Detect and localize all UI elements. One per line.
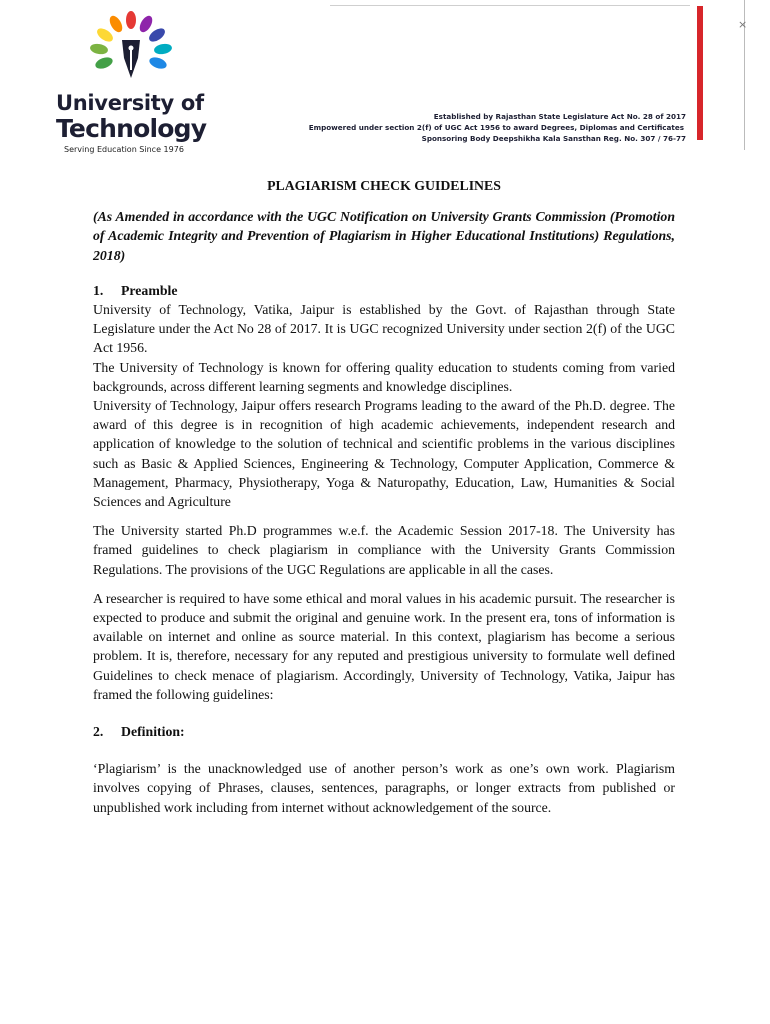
section-title: Preamble <box>121 282 178 298</box>
scan-mark-icon: × <box>738 18 748 31</box>
brand-name-line2: Technology <box>56 114 207 143</box>
university-logo <box>56 10 216 154</box>
section-number: 2. <box>93 724 104 740</box>
accent-bar <box>697 6 703 140</box>
brand-tagline: Serving Education Since 1976 <box>64 145 184 154</box>
section-heading-definition <box>93 722 675 741</box>
paragraph: University of Technology, Jaipur offers research Programs leading to the award of the Ph.D. degree. The award of this degree is in recognition of high academic achievements, independent research and application of knowledge to the solution of technical and scientific problems in the various disciplines such as Basic & Applied Sciences, Engineering & Technology, Computer Application, Commerce & Management, Pharmacy, Physiotherapy, Yoga & Naturopathy, Education, Law, Humanities & Social Sciences and Agriculture <box>93 398 675 510</box>
section-title: Definition: <box>121 724 185 740</box>
amendment-note: (As Amended in accordance with the UGC Notification on University Grants Commission (Promotion of Academic Integrity and Prevention of Plagiarism in Higher Educational Institutions) Regulations, 2018) <box>93 209 675 263</box>
pen-nib-tree-icon <box>86 10 176 90</box>
paragraph: A researcher is required to have some ethical and moral values in his academic pursuit. The researcher is expected to produce and submit the original and genuine work. In the present era, tons of information is available on internet and online as source material. In this context, plagiarism has become a serious problem. It is, therefore, necessary for any reputed and prestigious university to formulate well defined Guidelines to check menace of plagiarism. Accordingly, University of Technology, Vatika, Jaipur has framed the following guidelines: <box>93 590 675 702</box>
section-number: 1. <box>93 282 104 298</box>
brand-name-line1: University of <box>56 91 204 115</box>
empowered-line: Empowered under section 2(f) of UGC Act 1956 to award Degrees, Diplomas and Certificates <box>308 123 684 132</box>
document-title: PLAGIARISM CHECK GUIDELINES <box>267 178 501 193</box>
established-line: Established by Rajasthan State Legislature Act No. 28 of 2017 <box>433 112 686 121</box>
paragraph: The University of Technology is known for offering quality education to students coming from varied backgrounds, across different learning segments and knowledge disciplines. <box>93 359 675 394</box>
section-heading-preamble <box>93 281 675 300</box>
letterhead <box>0 0 770 160</box>
scan-rule <box>330 5 690 6</box>
paragraph: ‘Plagiarism’ is the unacknowledged use of another person’s work as one’s own work. Plagiarism involves copying of Phrases, clauses, sentences, paragraphs, or longer extracts from published or unpublished work including from internet without acknowledgement of the source. <box>93 761 675 815</box>
sponsoring-line: Sponsoring Body Deepshikha Kala Sansthan Reg. No. 307 / 76-77 <box>421 134 686 143</box>
paragraph: University of Technology, Vatika, Jaipur is established by the Govt. of Rajasthan through State Legislature under the Act No 28 of 2017. It is UGC recognized University under section 2(f) of the UGC Act 1956. <box>93 302 675 356</box>
paragraph: The University started Ph.D programmes w.e.f. the Academic Session 2017-18. The University has framed guidelines to check plagiarism in compliance with the University Grants Commission Regulations. The provisions of the UGC Regulations are applicable in all the cases. <box>93 523 675 577</box>
document-body <box>93 176 675 817</box>
